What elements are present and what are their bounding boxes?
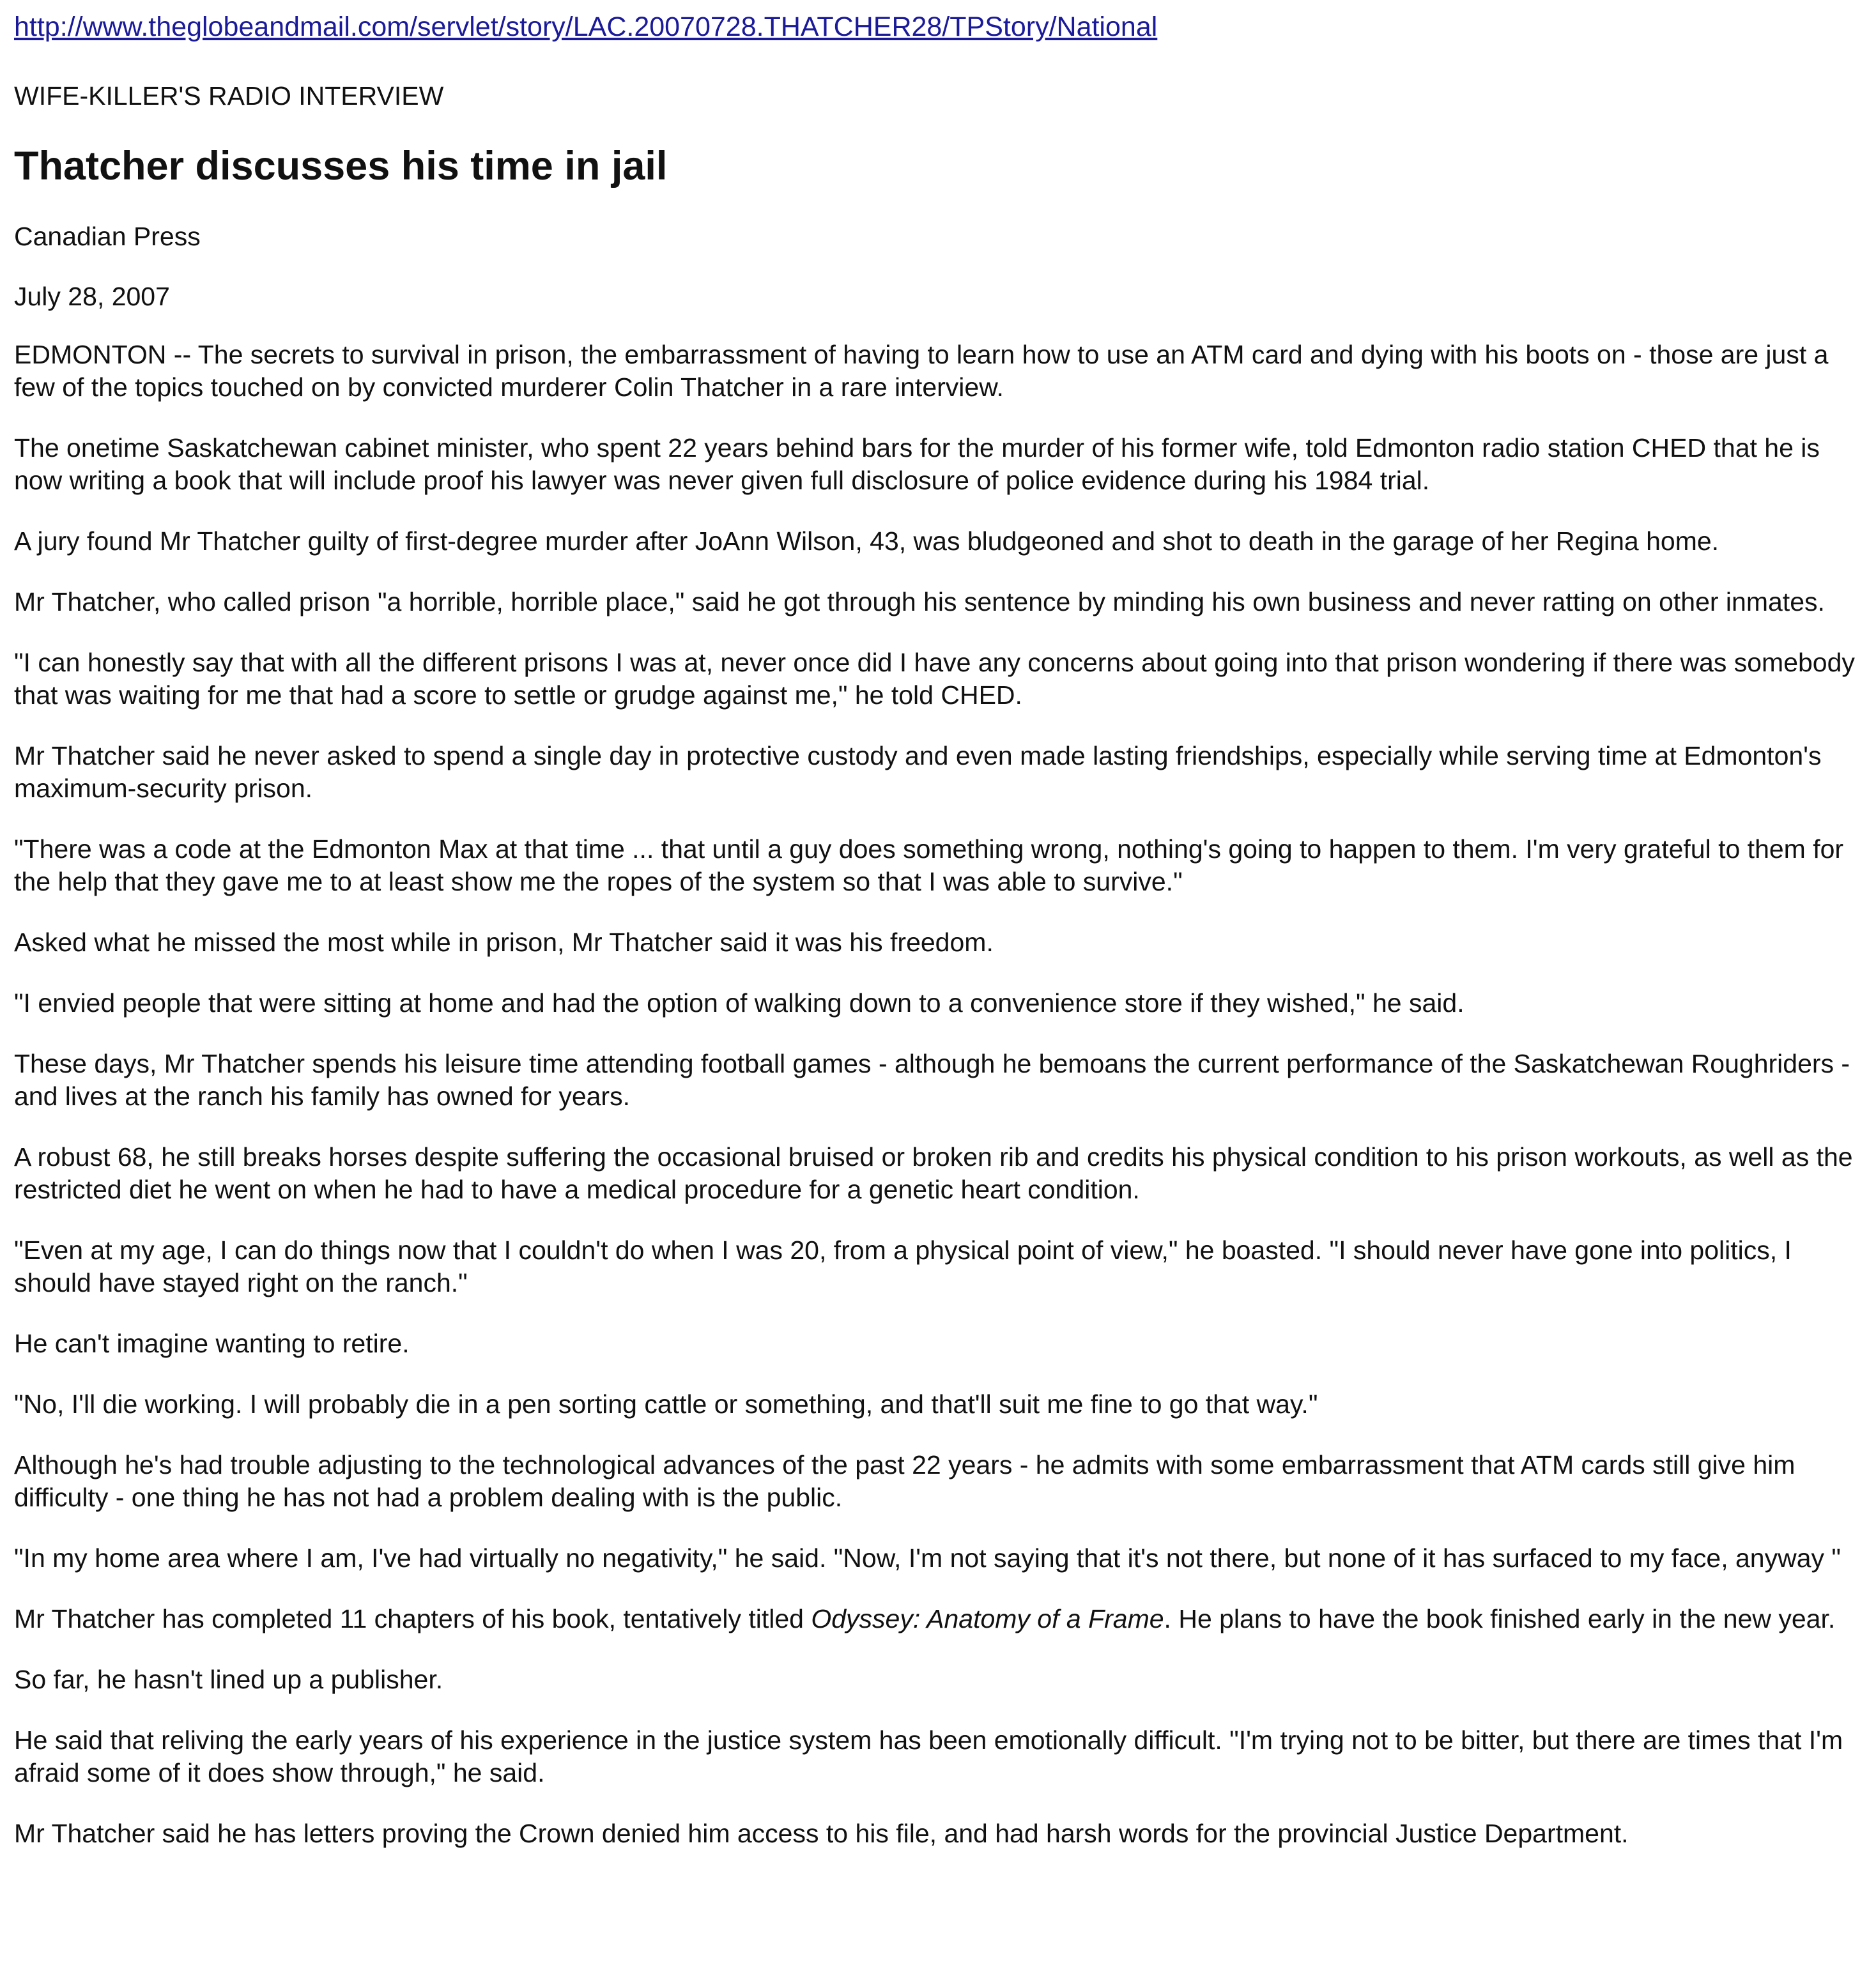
- article-paragraph: So far, he hasn't lined up a publisher.: [14, 1665, 443, 1694]
- article-paragraph: The onetime Saskatchewan cabinet minister, who spent 22 years behind bars for the murder of his former wife, told Edmonton radio station CHED that he is now writing a book that will include proof his lawyer was never given full disclosure of police evidence during his 1984 trial.: [14, 433, 1820, 495]
- article-body: [14, 339, 1867, 1850]
- article-paragraph: Mr Thatcher, who called prison "a horrible, horrible place," said he got through his sentence by minding his own business and never ratting on other inmates.: [14, 587, 1825, 616]
- article-paragraph-book-title: [14, 1603, 1867, 1635]
- article-paragraph: He said that reliving the early years of his experience in the justice system has been emotionally difficult. "I'm trying not to be bitter, but there are times that I'm afraid some of it does show through," he said.: [14, 1725, 1843, 1787]
- article-paragraph: "There was a code at the Edmonton Max at that time ... that until a guy does something wrong, nothing's going to happen to them. I'm very grateful to them for the help that they gave me to at least show me the ropes of the system so that I was able to survive.": [14, 834, 1844, 896]
- paragraph-text-after: . He plans to have the book finished early in the new year.: [1164, 1604, 1836, 1633]
- source-url-link[interactable]: http://www.theglobeandmail.com/servlet/story/LAC.20070728.THATCHER28/TPStory/National: [14, 11, 1158, 42]
- article-paragraph: These days, Mr Thatcher spends his leisure time attending football games - although he bemoans the current performance of the Saskatchewan Roughriders - and lives at the ranch his family has owned for years.: [14, 1049, 1850, 1111]
- article-byline: Canadian Press: [14, 222, 201, 251]
- article-paragraph: "Even at my age, I can do things now that I couldn't do when I was 20, from a physical point of view," he boasted. "I should never have gone into politics, I should have stayed right on the ranch.": [14, 1235, 1792, 1297]
- article-paragraph: "No, I'll die working. I will probably die in a pen sorting cattle or something, and that'll suit me fine to go that way.": [14, 1389, 1318, 1419]
- paragraph-text-before: Mr Thatcher has completed 11 chapters of his book, tentatively titled: [14, 1604, 811, 1633]
- article-paragraph: Although he's had trouble adjusting to the technological advances of the past 22 years - he admits with some embarrassment that ATM cards still give him difficulty - one thing he has not had a problem dealing with is the public.: [14, 1450, 1795, 1512]
- article-paragraph: "I can honestly say that with all the different prisons I was at, never once did I have any concerns about going into that prison wondering if there was somebody that was waiting for me that had a score to settle or grudge against me," he told CHED.: [14, 648, 1855, 710]
- article-paragraph: A robust 68, he still breaks horses despite suffering the occasional bruised or broken rib and credits his physical condition to his prison workouts, as well as the restricted diet he went on when he had to have a medical procedure for a genetic heart condition.: [14, 1142, 1853, 1204]
- section-kicker: WIFE-KILLER'S RADIO INTERVIEW: [14, 81, 444, 111]
- article-date: July 28, 2007: [14, 282, 170, 311]
- article-paragraph: Mr Thatcher said he has letters proving the Crown denied him access to his file, and had harsh words for the provincial Justice Department.: [14, 1819, 1629, 1848]
- article-headline: Thatcher discusses his time in jail: [14, 144, 668, 188]
- article-page: [14, 9, 1867, 1878]
- article-paragraph: Asked what he missed the most while in prison, Mr Thatcher said it was his freedom.: [14, 928, 994, 957]
- book-title: Odyssey: Anatomy of a Frame: [811, 1604, 1164, 1633]
- article-paragraph: Mr Thatcher said he never asked to spend a single day in protective custody and even made lasting friendships, especially while serving time at Edmonton's maximum-security prison.: [14, 741, 1822, 803]
- article-paragraph: "In my home area where I am, I've had virtually no negativity," he said. "Now, I'm not saying that it's not there, but none of it has surfaced to my face, anyway ": [14, 1543, 1841, 1573]
- article-paragraph: He can't imagine wanting to retire.: [14, 1329, 410, 1358]
- article-paragraph: A jury found Mr Thatcher guilty of first-degree murder after JoAnn Wilson, 43, was bludgeoned and shot to death in the garage of her Regina home.: [14, 526, 1719, 556]
- article-paragraph: "I envied people that were sitting at home and had the option of walking down to a convenience store if they wished," he said.: [14, 988, 1465, 1018]
- article-paragraph: EDMONTON -- The secrets to survival in prison, the embarrassment of having to learn how to use an ATM card and dying with his boots on - those are just a few of the topics touched on by convicted murderer Colin Thatcher in a rare interview.: [14, 340, 1829, 402]
